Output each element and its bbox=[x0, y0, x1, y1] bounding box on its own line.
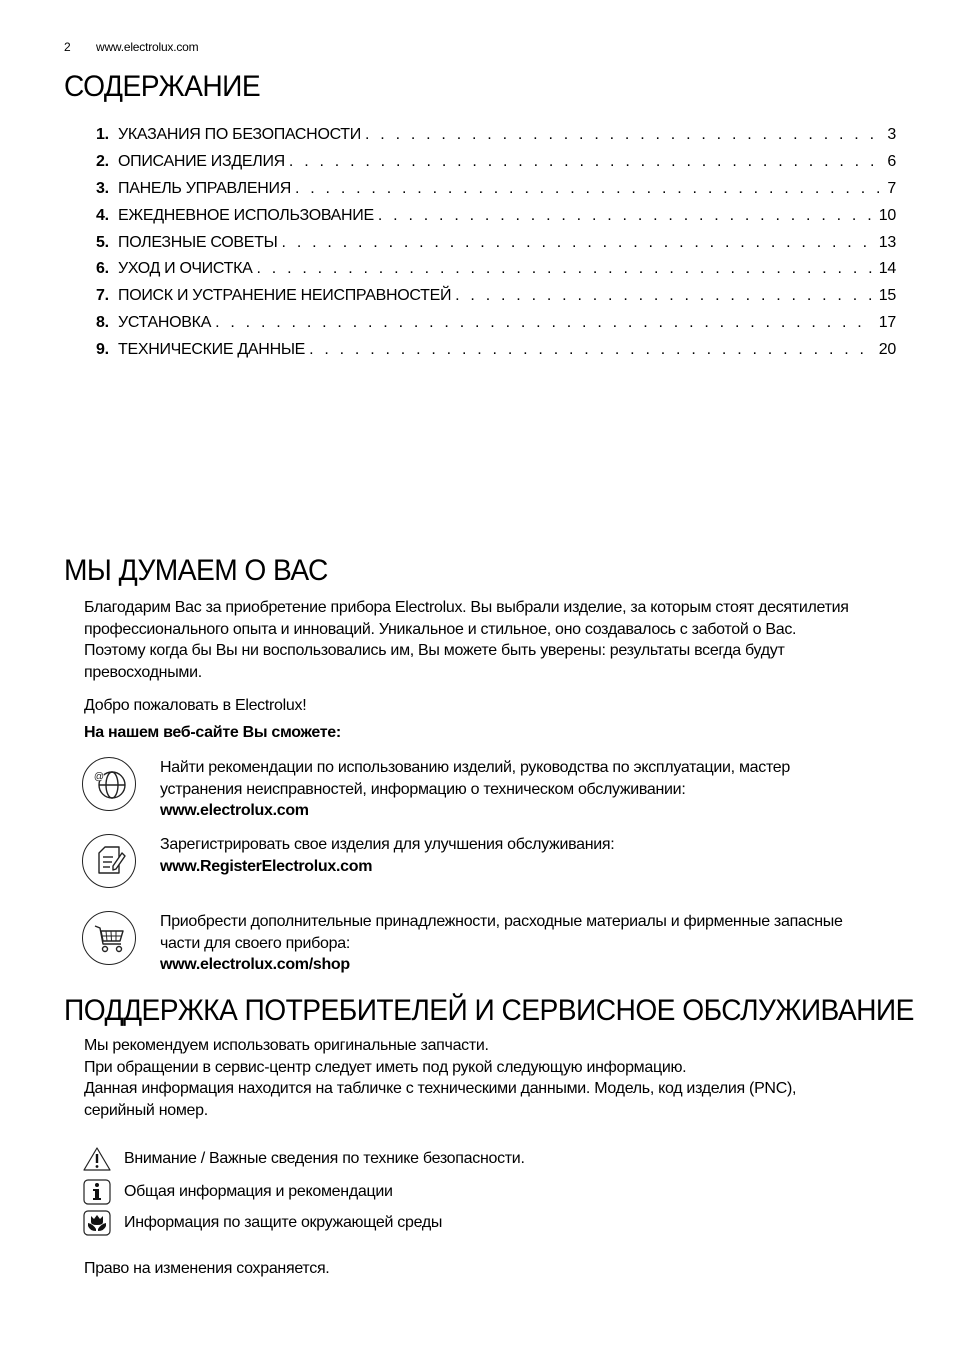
intro-line: Поэтому когда бы Вы ни воспользовались им, Вы можете быть уверены: результаты всегда будут bbox=[84, 642, 785, 659]
toc-leader-dots bbox=[256, 260, 872, 278]
toc-title: СОДЕРЖАНИЕ bbox=[64, 70, 261, 103]
intro-line: превосходными. bbox=[84, 663, 202, 681]
toc-item[interactable] bbox=[96, 207, 896, 234]
legend-item bbox=[82, 1210, 442, 1236]
toc-item-title: ПОЛЕЗНЫЕ СОВЕТЫ bbox=[118, 233, 278, 251]
toc-item-title: УКАЗАНИЯ ПО БЕЗОПАСНОСТИ bbox=[118, 126, 361, 143]
feature-line: части для своего прибора: bbox=[160, 934, 350, 952]
page-number: 2 bbox=[64, 40, 71, 54]
feature-text bbox=[160, 757, 790, 822]
info-icon bbox=[82, 1179, 112, 1205]
toc-leader-dots bbox=[365, 126, 880, 144]
support-line: Мы рекомендуем использовать оригинальные запчасти. bbox=[84, 1037, 489, 1054]
feature-line: Зарегистрировать свое изделия для улучшения обслуживания: bbox=[160, 836, 615, 853]
shop-link[interactable]: www.electrolux.com/shop bbox=[160, 956, 350, 973]
intro-line: профессионального опыта и инноваций. Уникальное и стильное, оно создавалось с заботой о Вас. bbox=[84, 620, 797, 638]
toc-item-number: 3. bbox=[96, 179, 109, 197]
register-link[interactable]: www.RegisterElectrolux.com bbox=[160, 857, 373, 875]
toc-item-number: 7. bbox=[96, 287, 109, 305]
toc-leader-dots bbox=[309, 341, 873, 359]
toc-leader-dots bbox=[455, 287, 873, 305]
toc-item-title: ТЕХНИЧЕСКИЕ ДАННЫЕ bbox=[118, 341, 306, 359]
toc-item-page: 10 bbox=[878, 206, 896, 224]
feature-line: Приобрести дополнительные принадлежности, расходные материалы и фирменные запасные bbox=[160, 913, 843, 930]
toc-item-number: 5. bbox=[96, 233, 109, 251]
legend-item bbox=[82, 1179, 393, 1205]
support-line: Данная информация находится на табличке с техническими данными. Модель, код изделия (PNC), bbox=[84, 1080, 797, 1097]
support-line: При обращении в сервис-центр следует иметь под рукой следующую информацию. bbox=[84, 1058, 687, 1076]
toc-item-page: 3 bbox=[887, 126, 896, 143]
toc-item-page: 15 bbox=[878, 287, 896, 305]
intro-line: Благодарим Вас за приобретение прибора Electrolux. Вы выбрали изделие, за которым стоят десятилетия bbox=[84, 599, 849, 616]
support-line: серийный номер. bbox=[84, 1101, 208, 1119]
toc-item-page: 7 bbox=[887, 179, 896, 197]
legend-item bbox=[82, 1146, 525, 1172]
legend-text: Общая информация и рекомендации bbox=[124, 1183, 393, 1200]
globe-at-icon bbox=[82, 757, 136, 811]
toc-item[interactable] bbox=[96, 341, 896, 368]
toc-item-number: 2. bbox=[96, 152, 109, 170]
toc-leader-dots bbox=[295, 180, 880, 198]
thinking-of-you-title: МЫ ДУМАЕМ О ВАС bbox=[64, 554, 328, 587]
electrolux-link[interactable]: www.electrolux.com bbox=[160, 802, 309, 819]
environment-icon bbox=[82, 1210, 112, 1236]
feature-item bbox=[82, 757, 902, 822]
running-header bbox=[64, 40, 198, 54]
toc-item-number: 6. bbox=[96, 260, 109, 278]
support-title: ПОДДЕРЖКА ПОТРЕБИТЕЛЕЙ И СЕРВИСНОЕ ОБСЛУЖИВАНИЕ bbox=[64, 994, 914, 1027]
toc-leader-dots bbox=[378, 207, 873, 225]
toc-item-page: 20 bbox=[878, 341, 896, 359]
toc-item-page: 17 bbox=[878, 314, 896, 332]
toc-item-page: 13 bbox=[878, 233, 896, 251]
legend-text: Внимание / Важные сведения по технике безопасности. bbox=[124, 1150, 525, 1167]
header-site-link[interactable]: www.electrolux.com bbox=[96, 40, 199, 54]
feature-item bbox=[82, 834, 902, 888]
toc-item-title: ОПИСАНИЕ ИЗДЕЛИЯ bbox=[118, 152, 285, 170]
disclaimer: Право на изменения сохраняется. bbox=[84, 1260, 330, 1277]
toc-item[interactable] bbox=[96, 153, 896, 180]
toc-item[interactable] bbox=[96, 126, 896, 153]
legend-text: Информация по защите окружающей среды bbox=[124, 1214, 443, 1231]
toc-leader-dots bbox=[215, 314, 873, 332]
toc-leader-dots bbox=[289, 153, 880, 171]
toc-item[interactable] bbox=[96, 287, 896, 314]
toc-item-number: 9. bbox=[96, 341, 109, 359]
toc-leader-dots bbox=[282, 234, 873, 252]
toc-item-number: 8. bbox=[96, 314, 109, 332]
feature-line: устранения неисправностей, информацию о техническом обслуживании: bbox=[160, 780, 686, 798]
feature-item bbox=[82, 911, 902, 976]
toc-item[interactable] bbox=[96, 234, 896, 261]
feature-text bbox=[160, 834, 614, 888]
website-heading: На нашем веб-сайте Вы сможете: bbox=[84, 724, 341, 741]
toc-item-page: 14 bbox=[878, 260, 896, 278]
toc-item-title: ПОИСК И УСТРАНЕНИЕ НЕИСПРАВНОСТЕЙ bbox=[118, 287, 452, 305]
toc-item-title: УСТАНОВКА bbox=[118, 314, 212, 332]
shopping-cart-icon bbox=[82, 911, 136, 965]
table-of-contents bbox=[96, 126, 896, 368]
toc-item-title: ЕЖЕДНЕВНОЕ ИСПОЛЬЗОВАНИЕ bbox=[118, 206, 374, 224]
toc-item[interactable] bbox=[96, 180, 896, 207]
welcome-text: Добро пожаловать в Electrolux! bbox=[84, 697, 307, 714]
warning-icon bbox=[82, 1146, 112, 1172]
toc-item-number: 1. bbox=[96, 126, 109, 143]
toc-item[interactable] bbox=[96, 314, 896, 341]
support-paragraph bbox=[84, 1035, 914, 1121]
toc-item-page: 6 bbox=[887, 152, 896, 170]
toc-item-title: ПАНЕЛЬ УПРАВЛЕНИЯ bbox=[118, 179, 291, 197]
feature-text bbox=[160, 911, 843, 976]
toc-item-title: УХОД И ОЧИСТКА bbox=[118, 260, 253, 278]
feature-line: Найти рекомендации по использованию изделий, руководства по эксплуатации, мастер bbox=[160, 759, 791, 776]
toc-item-number: 4. bbox=[96, 206, 109, 224]
document-pen-icon bbox=[82, 834, 136, 888]
svg-text:@: @ bbox=[93, 771, 105, 783]
toc-item[interactable] bbox=[96, 260, 896, 287]
intro-paragraph bbox=[84, 597, 914, 683]
